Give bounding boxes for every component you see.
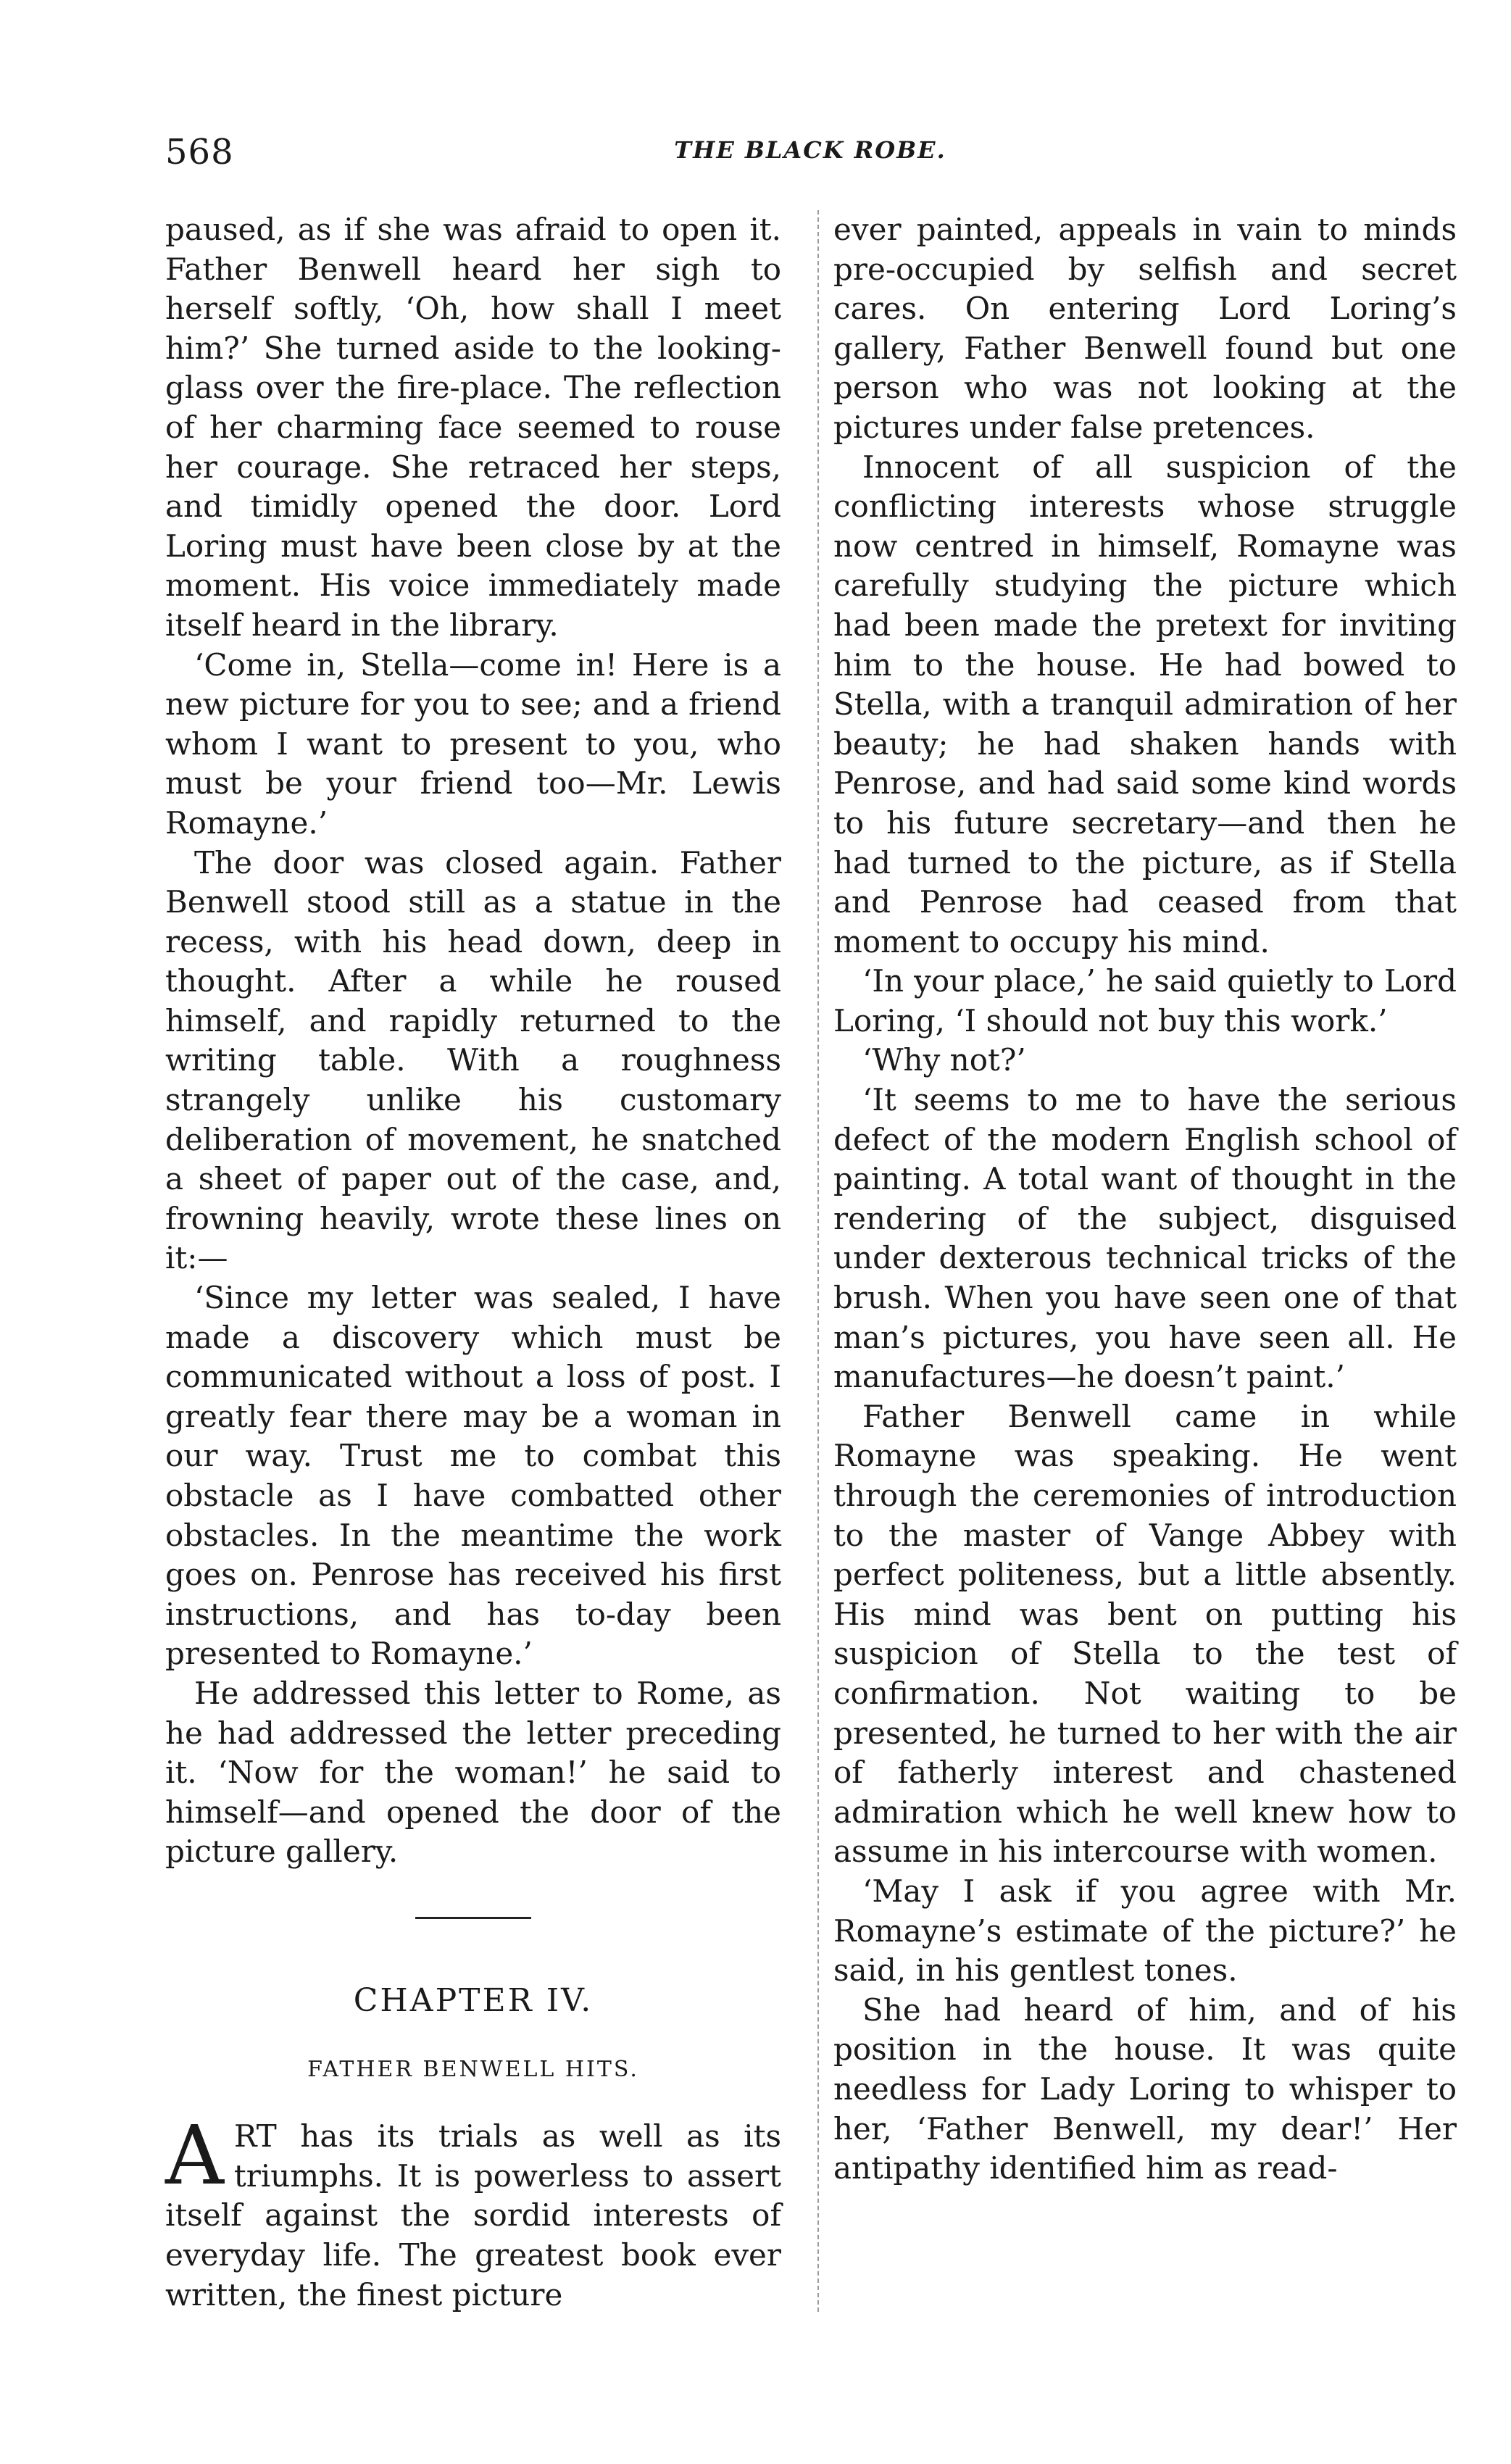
paragraph: ever painted, appeals in vain to minds pre-occupied by selfish and secret cares. On entering Lord Loring’s gallery, Father Benwell found but one person who was not looking at the pictures under false pretences.	[833, 212, 1457, 445]
right-column	[833, 210, 1457, 2189]
paragraph: Father Benwell came in while Romayne was speaking. He went through the ceremonies of introduction to the master of Vange Abbey with perfect politeness, but a little absently. His mind was bent on putting his suspicion of Stella to the test of confirmation. Not waiting to be presented, he turned to her with the air of fatherly interest and chastened admiration which he well knew how to assume in his intercourse with women.	[833, 1398, 1457, 1870]
paragraph: ‘May I ask if you agree with Mr. Romayne’s estimate of the picture?’ he said, in his gentlest tones.	[833, 1873, 1457, 1989]
paragraph: ‘In your place,’ he said quietly to Lord Loring, ‘I should not buy this work.’	[833, 963, 1457, 1039]
paragraph: paused, as if she was afraid to open it. Father Benwell heard her sigh to herself softly, ‘Oh, how shall I meet him?’ She turned aside to the looking-glass over the fire-place. The reflection of her charming face seemed to rouse her courage. She retraced her steps, and timidly opened the door. Lord Loring must have been close by at the moment. His voice immediately made itself heard in the library.	[165, 212, 781, 643]
chapter-subtitle: FATHER BENWELL HITS.	[307, 2056, 639, 2082]
paragraph: The door was closed again. Father Benwell stood still as a statue in the recess, with his head down, deep in thought. After a while he roused himself, and rapidly returned to the writing table. With a roughness strangely unlike his customary deliberation of movement, he snatched a sheet of paper out of the case, and, frowning heavily, wrote these lines on it:—	[165, 844, 781, 1276]
chapter-opening-text: RT has its trials as well as its triumphs. It is powerless to assert itself against the sordid interests of everyday life. The greatest book ever written, the finest picture	[165, 2118, 781, 2313]
running-title: THE BLACK ROBE.	[674, 136, 946, 164]
paragraph: She had heard of him, and of his position in the house. It was quite needless for Lady Loring to whisper to her, ‘Father Benwell, my dear!’ Her antipathy identified him as read-	[833, 1991, 1457, 2186]
paragraph: Innocent of all suspicion of the conflicting interests whose struggle now centred in himself, Romayne was carefully studying the picture which had been made the pretext for inviting him to the house. He had bowed to Stella, with a tranquil admiration of her beauty; he had shaken hands with Penrose, and had said some kind words to his future secretary—and then he had turned to the picture, as if Stella and Penrose had ceased from that moment to occupy his mind.	[833, 449, 1457, 960]
paragraph: ‘Why not?’	[862, 1042, 1026, 1078]
chapter-title: CHAPTER IV.	[353, 1981, 594, 2019]
drop-cap: A	[165, 2109, 224, 2204]
chapter-opening-paragraph	[165, 2109, 781, 2315]
section-rule	[415, 1917, 531, 1919]
paragraph: ‘Come in, Stella—come in! Here is a new picture for you to see; and a friend whom I want to present to you, who must be your friend too—Mr. Lewis Romayne.’	[165, 646, 781, 841]
paragraph: ‘It seems to me to have the serious defect of the modern English school of painting. A total want of thought in the rendering of the subject, disguised under dexterous technical tricks of the brush. When you have seen one of that man’s pictures, you have seen all. He manufactures—he doesn’t paint.’	[833, 1082, 1457, 1395]
left-column	[165, 210, 781, 2315]
letter-paragraph: ‘Since my letter was sealed, I have made a discovery which must be communicated without a loss of post. I greatly fear there may be a woman in our way. Trust me to combat this obstacle as I have combatted other obstacles. In the meantime the work goes on. Penrose has received his first instructions, and has to-day been presented to Romayne.’	[165, 1280, 781, 1672]
page-number: 568	[165, 132, 234, 172]
page-header	[165, 132, 1455, 183]
paragraph: He addressed this letter to Rome, as he had addressed the letter preceding it. ‘Now for the woman!’ he said to himself—and opened the door of the picture gallery.	[165, 1675, 781, 1870]
column-divider	[817, 210, 819, 2312]
